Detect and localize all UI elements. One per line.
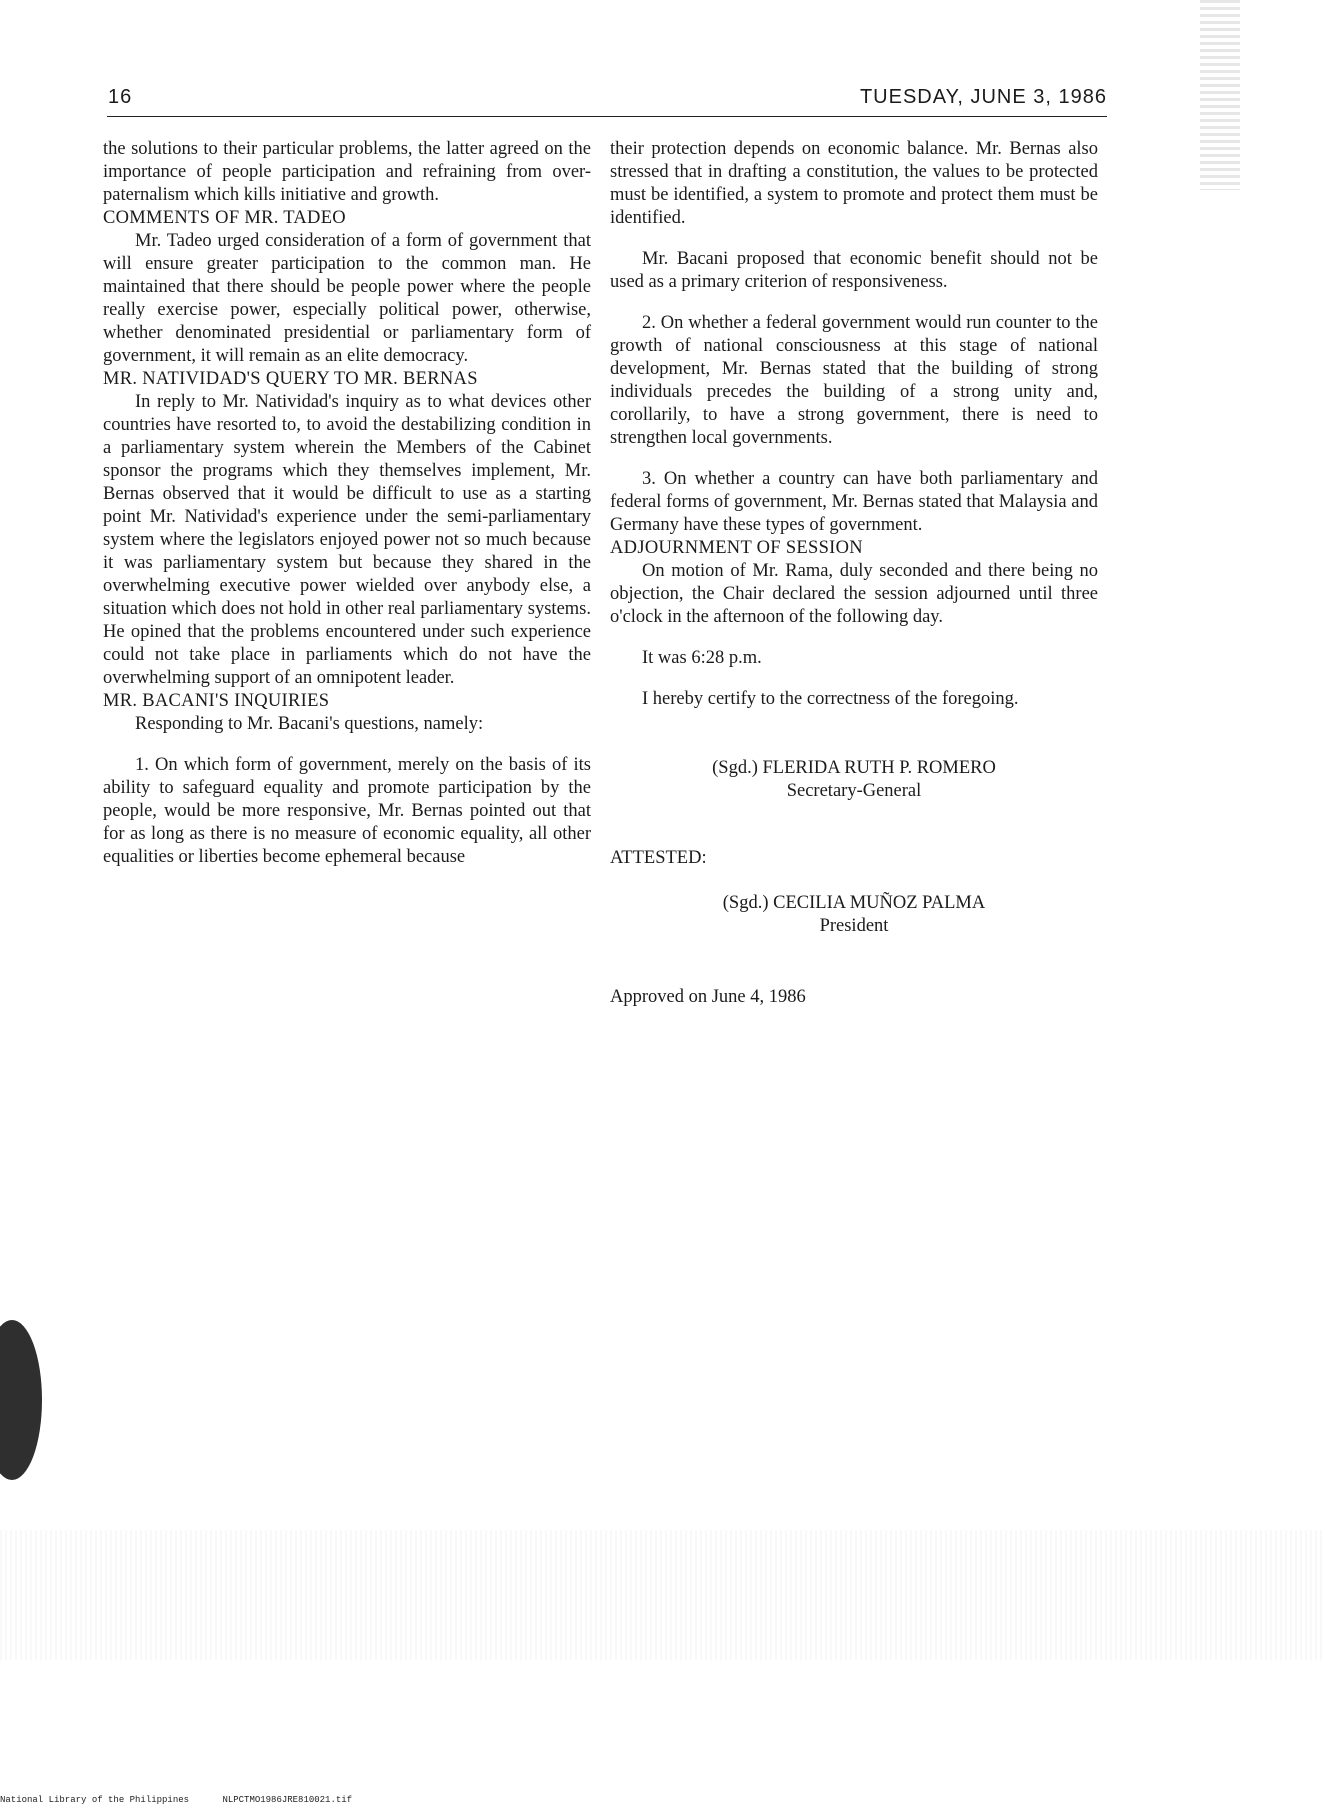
footer-library: National Library of the Philippines [0,1795,190,1805]
paragraph-item-2: 2. On whether a federal government would run counter to the growth of national consciousness at this stage of national development, Mr. Bernas stated that the building of strong individuals precedes the building of a strong unity and, corollarily, to have a strong government, there is need to strengthen local governments. [610,313,1098,448]
paragraph-natividad: In reply to Mr. Natividad's inquiry as to what devices other countries have resorted to, to avoid the destabilizing condition in a parliamentary system wherein the Members of the Cabinet sponsor the programs which they themselves implement, Mr. Bernas observed that it would be difficult to use as a starting point Mr. Natividad's experience under the semi-parliamentary system where the legislators enjoyed power not so much because it was parliamentary system but because they shared in the overwhelming executive power wielded over anybody else, a situation which does not hold in other real parliamentary systems. He opined that the problems encountered under such experience could not take place in parliaments which do not have the overwhelming support of an omnipotent leader. [103,392,591,688]
scan-noise [0,1530,1325,1660]
left-column [103,138,591,869]
paragraph-bacani-benefit: Mr. Bacani proposed that economic benefit should not be used as a primary criterion of responsiveness. [610,249,1098,292]
paragraph-continuation: their protection depends on economic balance. Mr. Bernas also stressed that in drafting a constitution, the values to be protected must be identified, a system to promote and protect them must be identified. [610,139,1098,228]
heading-tadeo: COMMENTS OF MR. TADEO [103,208,346,228]
paragraph-bacani-item-1: 1. On which form of government, merely on the basis of its ability to safeguard equality and promote participation by the people, would be more responsive, Mr. Bernas pointed out that for as long as there is no measure of economic equality, all other equalities or liberties become ephemeral because [103,755,591,867]
page-header [107,86,1107,117]
paragraph-bacani-intro: Responding to Mr. Bacani's questions, namely: [135,714,484,734]
scan-footer [0,1795,380,1805]
signatory-title: President [819,916,889,936]
scan-edge-mark [1200,0,1240,190]
signatory-name: (Sgd.) CECILIA MUÑOZ PALMA [722,893,986,913]
footer-filename: NLPCTMO1986JRE810021.tif [222,1795,353,1805]
signature-president [610,892,1098,938]
header-date: TUESDAY, JUNE 3, 1986 [859,86,1107,108]
attested-label: ATTESTED: [610,848,707,868]
paragraph-item-3: 3. On whether a country can have both parliamentary and federal forms of government, Mr. Bernas stated that Malaysia and Germany have these types of government. [610,469,1098,535]
heading-bacani: MR. BACANI'S INQUIRIES [103,691,330,711]
signature-secretary-general [610,757,1098,803]
signatory-name: (Sgd.) FLERIDA RUTH P. ROMERO [712,758,996,778]
paragraph-time: It was 6:28 p.m. [642,648,762,668]
paragraph-certify: I hereby certify to the correctness of the foregoing. [642,689,1019,709]
approval-date: Approved on June 4, 1986 [610,987,806,1007]
right-column [610,138,1098,1009]
paragraph-tadeo: Mr. Tadeo urged consideration of a form of government that will ensure greater participation to the common man. He maintained that there should be people power where the people really exercise power, especially political power, otherwise, whether denominated presidential or parliamentary form of government, it will remain as an elite democracy. [103,231,591,366]
paragraph-continuation: the solutions to their particular problems, the latter agreed on the importance of people participation and refraining from over-paternalism which kills initiative and growth. [103,139,591,205]
signatory-title: Secretary-General [786,781,922,801]
binding-shadow [0,1320,42,1480]
heading-adjournment: ADJOURNMENT OF SESSION [610,538,863,558]
paragraph-adjournment: On motion of Mr. Rama, duly seconded and there being no objection, the Chair declared the session adjourned until three o'clock in the afternoon of the following day. [610,561,1098,627]
heading-natividad: MR. NATIVIDAD'S QUERY TO MR. BERNAS [103,369,478,389]
page-number: 16 [108,86,133,108]
